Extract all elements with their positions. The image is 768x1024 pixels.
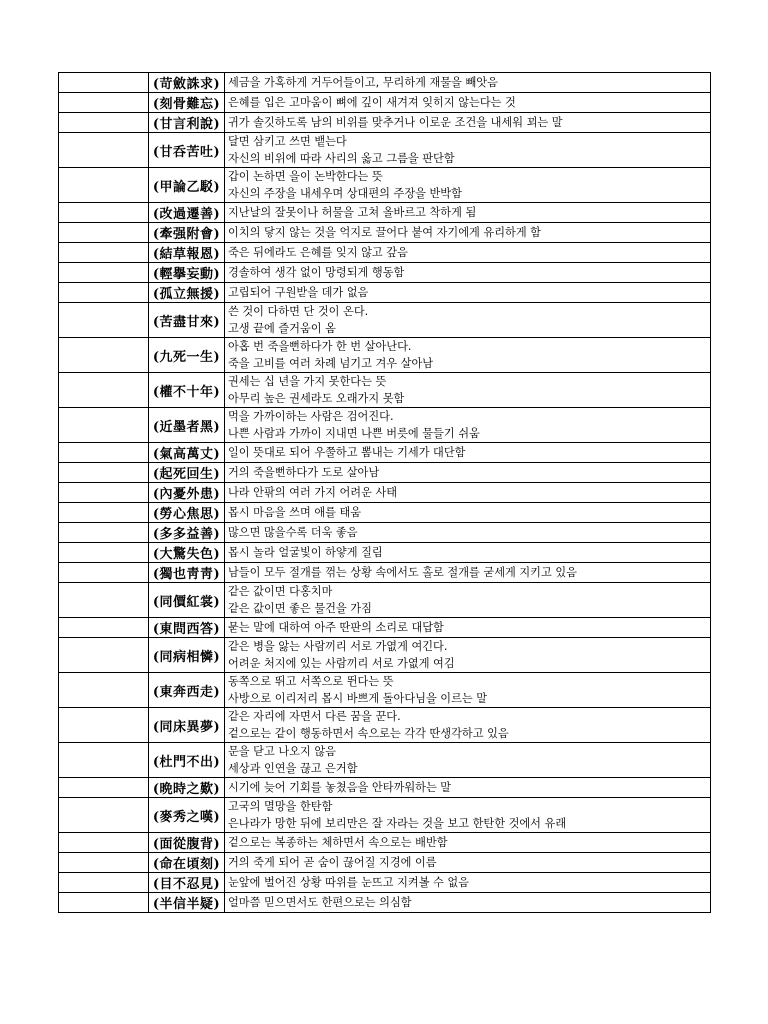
- idiom-hanja: (甲論乙駁): [149, 168, 225, 203]
- idiom-meaning: [225, 583, 711, 618]
- idiom-meaning: [225, 743, 711, 778]
- idiom-table-container: [58, 72, 711, 913]
- idiom-row: [59, 203, 711, 223]
- meaning-line: 남들이 모두 절개를 꺾는 상황 속에서도 홀로 절개를 굳세게 지키고 있음: [228, 566, 577, 579]
- meaning-line: 세금을 가혹하게 거두어들이고, 무리하게 재물을 빼앗음: [228, 76, 498, 89]
- meaning-line: 거의 죽을뻔하다가 도로 살아남: [228, 466, 380, 479]
- idiom-meaning: [225, 833, 711, 853]
- meaning-line: 같은 자리에 자면서 다른 꿈을 꾼다.: [228, 710, 401, 723]
- idiom-meaning: [225, 543, 711, 563]
- idiom-row: [59, 583, 711, 618]
- idiom-meaning: [225, 778, 711, 798]
- meaning-line: 묻는 말에 대하여 아주 딴판의 소리로 대답함: [228, 621, 444, 634]
- blank-cell: [59, 338, 149, 373]
- idiom-row: [59, 743, 711, 778]
- idiom-meaning: [225, 113, 711, 133]
- idiom-meaning: [225, 338, 711, 373]
- meaning-line: 자신의 주장을 내세우며 상대편의 주장을 반박함: [228, 187, 462, 200]
- meaning-line: 죽을 고비를 여러 차례 넘기고 겨우 살아남: [228, 357, 434, 370]
- blank-cell: [59, 503, 149, 523]
- idiom-meaning: [225, 673, 711, 708]
- idiom-meaning: [225, 168, 711, 203]
- idiom-row: [59, 893, 711, 913]
- meaning-line: 눈앞에 벌어진 상황 따위를 눈뜨고 지켜볼 수 없음: [228, 876, 470, 889]
- meaning-line: 동쪽으로 뛰고 서쪽으로 뛴다는 뜻: [228, 675, 394, 688]
- meaning-line: 많으면 많을수록 더욱 좋음: [228, 526, 358, 539]
- idiom-hanja: (甘呑苦吐): [149, 133, 225, 168]
- idiom-hanja: (目不忍見): [149, 873, 225, 893]
- idiom-row: [59, 113, 711, 133]
- meaning-line: 문을 닫고 나오지 않음: [228, 745, 336, 758]
- idiom-row: [59, 833, 711, 853]
- idiom-row: [59, 543, 711, 563]
- idiom-hanja: (孤立無援): [149, 283, 225, 303]
- idiom-row: [59, 408, 711, 443]
- blank-cell: [59, 443, 149, 463]
- meaning-line: 몹시 마음을 쓰며 애를 태움: [228, 506, 362, 519]
- meaning-line: 아무리 높은 권세라도 오래가지 못함: [228, 392, 405, 405]
- idiom-row: [59, 338, 711, 373]
- meaning-line: 은혜를 입은 고마움이 뼈에 깊이 새겨져 잊히지 않는다는 것: [228, 96, 516, 109]
- idiom-hanja: (獨也靑靑): [149, 563, 225, 583]
- meaning-line: 얼마쯤 믿으면서도 한편으로는 의심함: [228, 896, 412, 909]
- blank-cell: [59, 833, 149, 853]
- meaning-line: 죽은 뒤에라도 은혜를 잊지 않고 갚음: [228, 246, 408, 259]
- idiom-hanja: (氣高萬丈): [149, 443, 225, 463]
- idiom-row: [59, 223, 711, 243]
- idiom-meaning: [225, 463, 711, 483]
- idiom-meaning: [225, 873, 711, 893]
- idiom-meaning: [225, 563, 711, 583]
- idiom-hanja: (東奔西走): [149, 673, 225, 708]
- idiom-row: [59, 283, 711, 303]
- meaning-line: 권세는 십 년을 가지 못한다는 뜻: [228, 375, 387, 388]
- idiom-row: [59, 618, 711, 638]
- meaning-line: 거의 죽게 되어 곧 숨이 끊어질 지경에 이름: [228, 856, 437, 869]
- meaning-line: 고국의 멸망을 한탄함: [228, 800, 333, 813]
- blank-cell: [59, 673, 149, 708]
- idiom-meaning: [225, 263, 711, 283]
- meaning-line: 달면 삼키고 쓰면 뱉는다: [228, 135, 347, 148]
- blank-cell: [59, 483, 149, 503]
- idiom-row: [59, 93, 711, 113]
- idiom-meaning: [225, 243, 711, 263]
- blank-cell: [59, 203, 149, 223]
- idiom-hanja: (半信半疑): [149, 893, 225, 913]
- meaning-line: 귀가 솔깃하도록 남의 비위를 맞추거나 이로운 조건을 내세워 꾀는 말: [228, 116, 563, 129]
- blank-cell: [59, 618, 149, 638]
- idiom-row: [59, 373, 711, 408]
- idiom-hanja: (刻骨難忘): [149, 93, 225, 113]
- blank-cell: [59, 223, 149, 243]
- blank-cell: [59, 743, 149, 778]
- idiom-row: [59, 168, 711, 203]
- idiom-hanja: (大驚失色): [149, 543, 225, 563]
- idiom-meaning: [225, 408, 711, 443]
- meaning-line: 고립되어 구원받을 데가 없음: [228, 286, 369, 299]
- idiom-meaning: [225, 93, 711, 113]
- meaning-line: 은나라가 망한 뒤에 보리만은 잘 자라는 것을 보고 한탄한 것에서 유래: [228, 817, 567, 830]
- blank-cell: [59, 113, 149, 133]
- blank-cell: [59, 408, 149, 443]
- idiom-hanja: (甘言利說): [149, 113, 225, 133]
- idiom-hanja: (面從腹背): [149, 833, 225, 853]
- idiom-row: [59, 523, 711, 543]
- meaning-line: 세상과 인연을 끊고 은거함: [228, 762, 358, 775]
- meaning-line: 갑이 논하면 을이 논박한다는 뜻: [228, 170, 383, 183]
- blank-cell: [59, 798, 149, 833]
- idiom-hanja: (苛斂誅求): [149, 73, 225, 93]
- idiom-hanja: (勞心焦思): [149, 503, 225, 523]
- idiom-row: [59, 638, 711, 673]
- idiom-hanja: (權不十年): [149, 373, 225, 408]
- meaning-line: 먹을 가까이하는 사람은 검어진다.: [228, 410, 394, 423]
- blank-cell: [59, 708, 149, 743]
- idiom-table: [58, 72, 711, 913]
- idiom-meaning: [225, 203, 711, 223]
- blank-cell: [59, 303, 149, 338]
- meaning-line: 고생 끝에 즐거움이 옴: [228, 322, 336, 335]
- meaning-line: 나쁜 사람과 가까이 지내면 나쁜 버릇에 물들기 쉬움: [228, 427, 480, 440]
- idiom-row: [59, 483, 711, 503]
- idiom-meaning: [225, 798, 711, 833]
- idiom-hanja: (麥秀之嘆): [149, 798, 225, 833]
- idiom-meaning: [225, 893, 711, 913]
- idiom-meaning: [225, 853, 711, 873]
- meaning-line: 겉으로는 복종하는 체하면서 속으로는 배반함: [228, 836, 448, 849]
- meaning-line: 같은 값이면 다홍치마: [228, 585, 333, 598]
- idiom-row: [59, 263, 711, 283]
- idiom-meaning: [225, 223, 711, 243]
- idiom-row: [59, 708, 711, 743]
- idiom-row: [59, 303, 711, 338]
- meaning-line: 이치의 닿지 않는 것을 억지로 끌어다 붙여 자기에게 유리하게 함: [228, 226, 541, 239]
- blank-cell: [59, 73, 149, 93]
- idiom-row: [59, 563, 711, 583]
- blank-cell: [59, 778, 149, 798]
- blank-cell: [59, 543, 149, 563]
- idiom-hanja: (九死一生): [149, 338, 225, 373]
- blank-cell: [59, 263, 149, 283]
- blank-cell: [59, 638, 149, 673]
- idiom-hanja: (結草報恩): [149, 243, 225, 263]
- blank-cell: [59, 373, 149, 408]
- meaning-line: 쓴 것이 다하면 단 것이 온다.: [228, 305, 369, 318]
- idiom-hanja: (起死回生): [149, 463, 225, 483]
- idiom-row: [59, 73, 711, 93]
- idiom-meaning: [225, 708, 711, 743]
- idiom-meaning: [225, 503, 711, 523]
- meaning-line: 시기에 늦어 기회를 놓쳤음을 안타까워하는 말: [228, 781, 452, 794]
- meaning-line: 일이 뜻대로 되어 우쭐하고 뽐내는 기세가 대단함: [228, 446, 466, 459]
- idiom-hanja: (同床異夢): [149, 708, 225, 743]
- meaning-line: 겉으로는 같이 행동하면서 속으로는 각각 딴생각하고 있음: [228, 727, 509, 740]
- blank-cell: [59, 463, 149, 483]
- idiom-meaning: [225, 638, 711, 673]
- idiom-table-body: [59, 73, 711, 913]
- idiom-hanja: (輕擧妄動): [149, 263, 225, 283]
- meaning-line: 어려운 처지에 있는 사람끼리 서로 가엾게 여김: [228, 657, 455, 670]
- idiom-hanja: (同價紅裳): [149, 583, 225, 618]
- idiom-hanja: (改過遷善): [149, 203, 225, 223]
- blank-cell: [59, 133, 149, 168]
- idiom-meaning: [225, 373, 711, 408]
- idiom-row: [59, 243, 711, 263]
- idiom-hanja: (牽强附會): [149, 223, 225, 243]
- idiom-row: [59, 463, 711, 483]
- idiom-meaning: [225, 303, 711, 338]
- idiom-meaning: [225, 283, 711, 303]
- meaning-line: 같은 병을 앓는 사람끼리 서로 가엾게 여긴다.: [228, 640, 448, 653]
- idiom-row: [59, 853, 711, 873]
- idiom-meaning: [225, 133, 711, 168]
- idiom-row: [59, 778, 711, 798]
- idiom-meaning: [225, 618, 711, 638]
- blank-cell: [59, 853, 149, 873]
- blank-cell: [59, 523, 149, 543]
- idiom-meaning: [225, 73, 711, 93]
- idiom-meaning: [225, 483, 711, 503]
- idiom-hanja: (杜門不出): [149, 743, 225, 778]
- idiom-hanja: (東問西答): [149, 618, 225, 638]
- idiom-row: [59, 798, 711, 833]
- idiom-meaning: [225, 523, 711, 543]
- blank-cell: [59, 243, 149, 263]
- idiom-hanja: (多多益善): [149, 523, 225, 543]
- idiom-hanja: (命在頃刻): [149, 853, 225, 873]
- idiom-hanja: (同病相憐): [149, 638, 225, 673]
- meaning-line: 지난날의 잘못이나 허물을 고쳐 올바르고 착하게 됨: [228, 206, 477, 219]
- meaning-line: 경솔하여 생각 없이 망령되게 행동함: [228, 266, 405, 279]
- idiom-row: [59, 673, 711, 708]
- idiom-hanja: (晩時之歎): [149, 778, 225, 798]
- blank-cell: [59, 93, 149, 113]
- meaning-line: 자신의 비위에 따라 사리의 옳고 그름을 판단함: [228, 152, 455, 165]
- blank-cell: [59, 283, 149, 303]
- idiom-row: [59, 503, 711, 523]
- idiom-hanja: (內憂外患): [149, 483, 225, 503]
- blank-cell: [59, 583, 149, 618]
- idiom-meaning: [225, 443, 711, 463]
- meaning-line: 사방으로 이리저리 몹시 바쁘게 돌아다님을 이르는 말: [228, 692, 488, 705]
- meaning-line: 나라 안팎의 여러 가지 어려운 사태: [228, 486, 398, 499]
- blank-cell: [59, 873, 149, 893]
- blank-cell: [59, 168, 149, 203]
- idiom-row: [59, 443, 711, 463]
- idiom-row: [59, 873, 711, 893]
- blank-cell: [59, 563, 149, 583]
- meaning-line: 몹시 놀라 얼굴빛이 하얗게 질림: [228, 546, 383, 559]
- blank-cell: [59, 893, 149, 913]
- idiom-hanja: (苦盡甘來): [149, 303, 225, 338]
- meaning-line: 같은 값이면 좋은 물건을 가짐: [228, 602, 372, 615]
- idiom-hanja: (近墨者黑): [149, 408, 225, 443]
- idiom-row: [59, 133, 711, 168]
- meaning-line: 아홉 번 죽을뻔하다가 한 번 살아난다.: [228, 340, 412, 353]
